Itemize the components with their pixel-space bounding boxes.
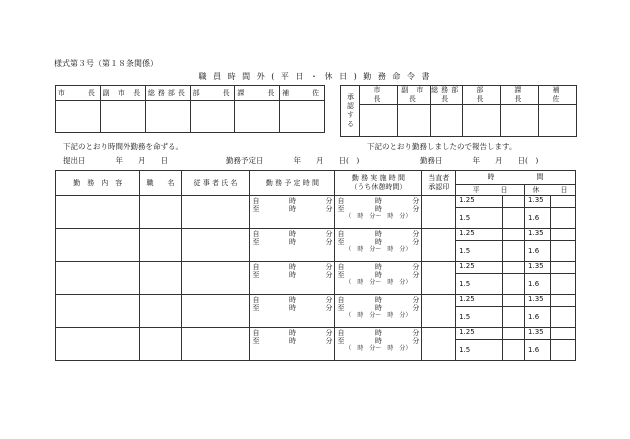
time-label: 至 [252, 337, 260, 345]
weekday-hours-top[interactable] [502, 262, 524, 274]
approval-col-assistant: 補 佐 [280, 86, 325, 101]
time-label: 分 [325, 238, 333, 246]
holiday-hours-top[interactable] [550, 196, 575, 208]
break-time-line: （ 時 分～ 時 分） [345, 279, 412, 286]
work-content-cell[interactable] [56, 196, 140, 229]
time-label: 自 [252, 329, 260, 337]
holiday-hours-top[interactable] [550, 328, 575, 340]
weekday-rate-top: 1.25 [456, 295, 503, 307]
holiday-rate-top: 1.35 [525, 328, 551, 340]
weekday-rate-bottom: 1.5 [456, 241, 503, 262]
header-weekday: 平 日 [456, 185, 525, 196]
time-label: 分 [325, 296, 333, 304]
time-label: 時 [374, 230, 382, 238]
actual-from-line [337, 263, 419, 271]
weekday-hours-top[interactable] [502, 229, 524, 241]
scheduled-to-line [252, 337, 332, 345]
actual-to-line [337, 304, 419, 312]
scheduled-to-line [252, 271, 332, 279]
time-label: 至 [337, 304, 345, 312]
employee-name-cell[interactable] [181, 262, 250, 295]
weekday-hours-top[interactable] [502, 196, 524, 208]
approval-stamp-cell[interactable] [145, 101, 190, 133]
time-label: 分 [412, 296, 420, 304]
scheduled-date: 勤務予定日 年 月 日( ) [226, 156, 360, 165]
time-label: 自 [252, 263, 260, 271]
holiday-hours-top[interactable] [550, 229, 575, 241]
time-label: 時 [288, 197, 296, 205]
form-number: 様式第３号（第１８条関係） [54, 59, 158, 68]
time-label: 至 [337, 271, 345, 279]
actual-to-line [337, 271, 419, 279]
time-label: 分 [325, 329, 333, 337]
actual-to-line [337, 205, 419, 213]
work-content-cell[interactable] [56, 262, 140, 295]
time-label: 時 [374, 337, 382, 345]
approval-col-deputy-mayor: 副 市 長 [100, 86, 145, 101]
approval-stamp-cell[interactable] [190, 101, 235, 133]
position-cell[interactable] [140, 328, 181, 361]
employee-name-cell[interactable] [181, 295, 250, 328]
approval-col-mayor: 市 長 [56, 86, 101, 101]
approval-col-section-chief: 課 長 [235, 86, 280, 101]
time-label: 時 [374, 271, 382, 279]
time-label: 時 [288, 230, 296, 238]
approver-stamp-cell[interactable] [422, 196, 456, 229]
work-date: 勤務日 年 月 日( ) [420, 156, 539, 165]
approver-stamp-cell[interactable] [422, 229, 456, 262]
time-label: 時 [374, 263, 382, 271]
time-label: 至 [252, 271, 260, 279]
time-label: 至 [337, 238, 345, 246]
approval-col-general-affairs-director: 総務部長 [431, 86, 462, 103]
time-label: 自 [252, 296, 260, 304]
time-label: 時 [288, 329, 296, 337]
time-label: 至 [252, 238, 260, 246]
scheduled-from-line [252, 197, 332, 205]
actual-from-line [337, 197, 419, 205]
header-actual-time [335, 171, 422, 196]
approval-table-left [55, 85, 325, 133]
approval-side-label: 承認する [341, 86, 360, 137]
time-label: 時 [374, 329, 382, 337]
actual-from-line [337, 329, 419, 337]
time-label: 分 [412, 329, 420, 337]
approval-stamp-cell[interactable] [538, 105, 576, 137]
header-approver-line2: 承認印 [428, 183, 450, 191]
time-label: 時 [288, 263, 296, 271]
time-label: 時 [288, 296, 296, 304]
holiday-hours-bottom[interactable] [550, 208, 575, 229]
holiday-rate-bottom: 1.6 [525, 307, 551, 328]
position-cell[interactable] [140, 196, 181, 229]
holiday-rate-bottom: 1.6 [525, 274, 551, 295]
time-label: 分 [412, 238, 420, 246]
approval-stamp-cell[interactable] [398, 105, 431, 137]
header-approver [422, 171, 456, 196]
employee-name-cell[interactable] [181, 328, 250, 361]
approval-stamp-cell[interactable] [430, 105, 462, 137]
time-label: 分 [325, 263, 333, 271]
work-content-cell[interactable] [56, 328, 140, 361]
position-cell[interactable] [140, 295, 181, 328]
approval-col-deputy-mayor: 副 市 長 [398, 86, 431, 105]
approval-table-right [340, 85, 583, 137]
time-label: 分 [325, 304, 333, 312]
time-label: 時 [374, 238, 382, 246]
weekday-rate-top: 1.25 [456, 328, 503, 340]
time-label: 分 [412, 263, 420, 271]
holiday-rate-bottom: 1.6 [525, 208, 551, 229]
scheduled-from-line [252, 329, 332, 337]
weekday-hours-bottom[interactable] [502, 307, 524, 328]
time-label: 分 [412, 337, 420, 345]
work-content-cell[interactable] [56, 229, 140, 262]
scheduled-to-line [252, 304, 332, 312]
break-time-line: （ 時 分～ 時 分） [345, 246, 412, 253]
order-note: 下記のとおり時間外勤務を命ずる。 [63, 142, 183, 151]
approval-stamp-cell[interactable] [462, 105, 500, 137]
approval-col-assistant: 補 佐 [538, 86, 576, 105]
time-label: 時 [288, 337, 296, 345]
scheduled-to-line [252, 205, 332, 213]
actual-time-cell[interactable] [335, 229, 422, 262]
holiday-hours-bottom[interactable] [550, 307, 575, 328]
actual-time-cell[interactable] [335, 328, 422, 361]
time-label: 至 [337, 337, 345, 345]
actual-time-cell[interactable] [335, 196, 422, 229]
header-actual-time-line2: （うち休憩時間） [350, 183, 407, 191]
holiday-hours-bottom[interactable] [550, 241, 575, 262]
time-label: 時 [374, 304, 382, 312]
time-label: 分 [325, 337, 333, 345]
weekday-hours-bottom[interactable] [502, 241, 524, 262]
break-time-line: （ 時 分～ 時 分） [345, 213, 412, 220]
time-label: 時 [288, 205, 296, 213]
approver-stamp-cell[interactable] [422, 262, 456, 295]
weekday-rate-top: 1.25 [456, 196, 503, 208]
weekday-hours-bottom[interactable] [502, 274, 524, 295]
weekday-rate-bottom: 1.5 [456, 274, 503, 295]
actual-time-cell[interactable] [335, 295, 422, 328]
approval-stamp-cell[interactable] [360, 105, 398, 137]
approver-stamp-cell[interactable] [422, 295, 456, 328]
time-label: 時 [288, 271, 296, 279]
position-cell[interactable] [140, 229, 181, 262]
scheduled-time-cell[interactable] [250, 328, 335, 361]
actual-from-line [337, 230, 419, 238]
time-label: 自 [337, 230, 345, 238]
time-label: 時 [288, 238, 296, 246]
time-label: 自 [337, 197, 345, 205]
header-holiday: 休 日 [525, 185, 576, 196]
header-work-content: 勤 務 内 容 [56, 171, 140, 196]
time-label: 自 [337, 329, 345, 337]
header-scheduled-time: 勤 務 予 定 時 間 [250, 171, 335, 196]
time-label: 時 [288, 304, 296, 312]
weekday-rate-bottom: 1.5 [456, 208, 503, 229]
time-label: 分 [325, 230, 333, 238]
weekday-rate-top: 1.25 [456, 262, 503, 274]
actual-from-line [337, 296, 419, 304]
scheduled-to-line [252, 238, 332, 246]
weekday-hours-bottom[interactable] [502, 340, 524, 361]
time-label: 分 [325, 271, 333, 279]
time-label: 自 [337, 263, 345, 271]
holiday-hours-top[interactable] [550, 262, 575, 274]
approval-stamp-cell[interactable] [100, 101, 145, 133]
time-label: 至 [252, 205, 260, 213]
time-label: 分 [325, 205, 333, 213]
approval-col-director: 部 長 [190, 86, 235, 101]
submit-date: 提出日 年 月 日 [63, 156, 168, 165]
time-label: 分 [412, 205, 420, 213]
weekday-rate-top: 1.25 [456, 229, 503, 241]
scheduled-time-cell[interactable] [250, 229, 335, 262]
approval-stamp-cell[interactable] [235, 101, 280, 133]
weekday-hours-bottom[interactable] [502, 208, 524, 229]
actual-to-line [337, 337, 419, 345]
holiday-rate-bottom: 1.6 [525, 241, 551, 262]
approval-stamp-cell[interactable] [280, 101, 325, 133]
time-label: 分 [412, 230, 420, 238]
holiday-hours-top[interactable] [550, 295, 575, 307]
approval-stamp-cell[interactable] [56, 101, 101, 133]
work-content-cell[interactable] [56, 295, 140, 328]
employee-name-cell[interactable] [181, 229, 250, 262]
holiday-hours-bottom[interactable] [550, 340, 575, 361]
time-label: 自 [252, 197, 260, 205]
holiday-hours-bottom[interactable] [550, 274, 575, 295]
scheduled-time-cell[interactable] [250, 262, 335, 295]
approval-col-director: 部 長 [462, 86, 500, 105]
time-label: 分 [412, 271, 420, 279]
approval-col-section-chief: 課 長 [500, 86, 538, 105]
time-label: 分 [325, 197, 333, 205]
holiday-rate-top: 1.35 [525, 229, 551, 241]
time-label: 時 [374, 205, 382, 213]
time-label: 至 [337, 205, 345, 213]
employee-name-cell[interactable] [181, 196, 250, 229]
approval-col-mayor: 市 長 [360, 86, 398, 105]
time-label: 分 [412, 304, 420, 312]
approval-col-general-affairs-director: 総務部長 [145, 86, 190, 101]
time-label: 自 [252, 230, 260, 238]
scheduled-from-line [252, 230, 332, 238]
break-time-line: （ 時 分～ 時 分） [345, 312, 412, 319]
holiday-rate-top: 1.35 [525, 262, 551, 274]
report-note: 下記のとおり勤務しましたので報告します。 [367, 142, 517, 151]
time-label: 時 [374, 197, 382, 205]
scheduled-time-cell[interactable] [250, 295, 335, 328]
document-title: 職 員 時 間 外 ( 平 日 ・ 休 日 ) 勤 務 命 令 書 [198, 72, 432, 81]
actual-to-line [337, 238, 419, 246]
approval-stamp-cell[interactable] [500, 105, 538, 137]
overtime-table [55, 170, 576, 361]
header-employee-name: 従 事 者 氏 名 [181, 171, 250, 196]
weekday-hours-top[interactable] [502, 295, 524, 307]
header-approver-line1: 当直者 [428, 174, 450, 182]
time-label: 自 [337, 296, 345, 304]
holiday-rate-top: 1.35 [525, 196, 551, 208]
weekday-hours-top[interactable] [502, 328, 524, 340]
weekday-rate-bottom: 1.5 [456, 307, 503, 328]
time-label: 分 [412, 197, 420, 205]
header-actual-time-line1: 勤 務 実 施 時 間 [351, 174, 405, 182]
approver-stamp-cell[interactable] [422, 328, 456, 361]
scheduled-time-cell[interactable] [250, 196, 335, 229]
time-label: 至 [252, 304, 260, 312]
scheduled-from-line [252, 263, 332, 271]
header-position: 職 名 [140, 171, 181, 196]
time-label: 時 [374, 296, 382, 304]
holiday-rate-bottom: 1.6 [525, 340, 551, 361]
weekday-rate-bottom: 1.5 [456, 340, 503, 361]
position-cell[interactable] [140, 262, 181, 295]
actual-time-cell[interactable] [335, 262, 422, 295]
header-hours: 時 間 [456, 171, 576, 185]
break-time-line: （ 時 分～ 時 分） [345, 345, 412, 352]
holiday-rate-top: 1.35 [525, 295, 551, 307]
scheduled-from-line [252, 296, 332, 304]
